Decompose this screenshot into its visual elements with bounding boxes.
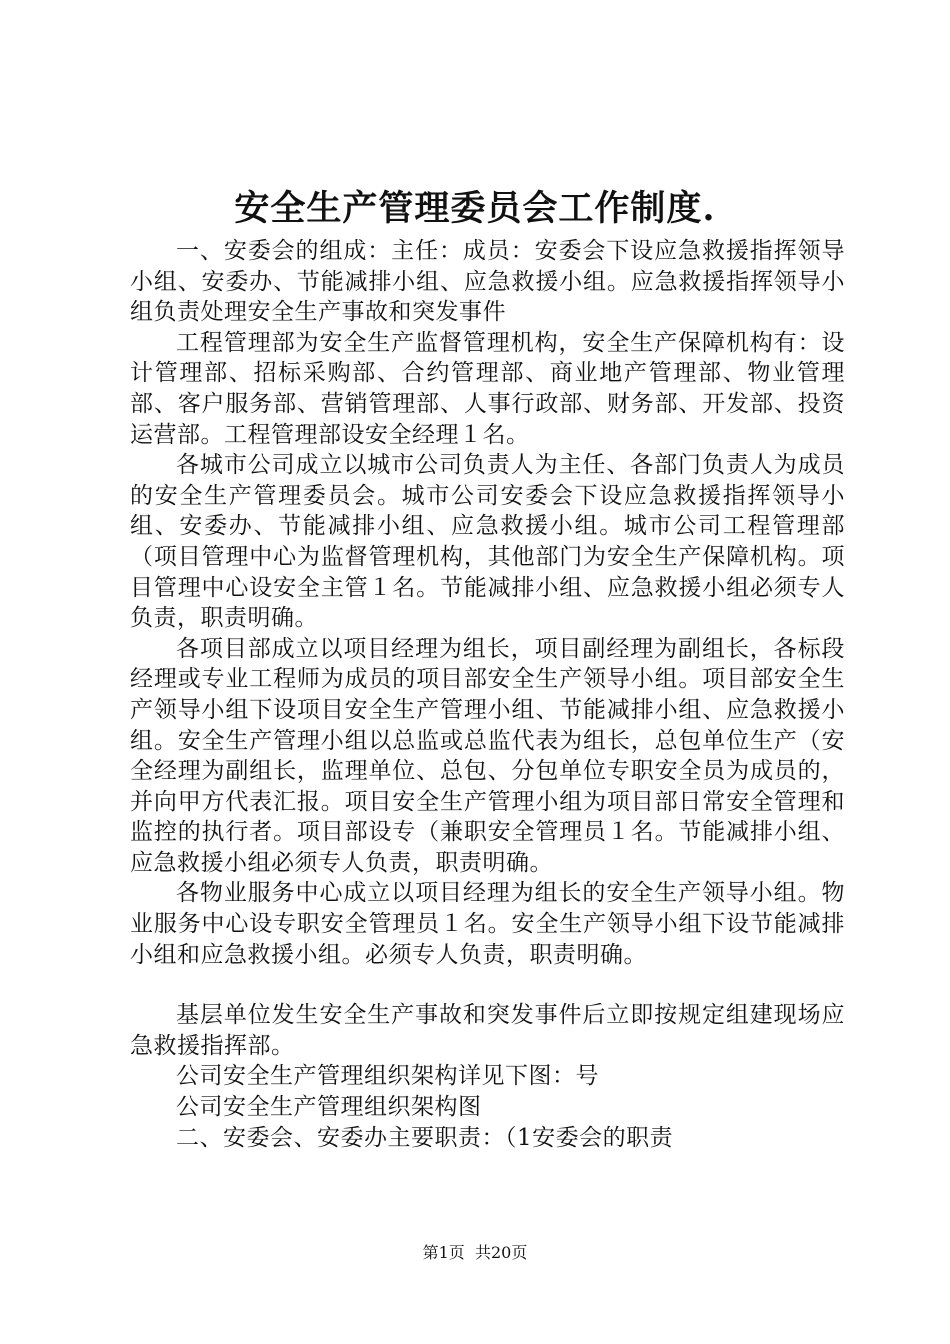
document-title: 安全生产管理委员会工作制度. [234, 188, 716, 229]
paragraph-field-emergency-command: 基层单位发生安全生产事故和突发事件后立即按规定组建现场应急救援指挥部。 [130, 1002, 845, 1059]
page-footer [0, 1243, 950, 1263]
paragraph-org-structure-chart-title: 公司安全生产管理组织架构图 [176, 1094, 482, 1121]
document-body [130, 236, 845, 1153]
paragraph-engineering-department: 工程管理部为安全生产监督管理机构，安全生产保障机构有：设计管理部、招标采购部、合约管理部、商业地产管理部、物业管理部、客户服务部、营销管理部、人事行政部、财务部、开发部、投资运营部。工程管理部设安全经理１名。 [130, 329, 845, 448]
page-number: 第1页 [422, 1243, 465, 1262]
page-total: 共20页 [474, 1243, 528, 1262]
paragraph-committee-composition: 一、安委会的组成：主任：成员：安委会下设应急救援指挥领导小组、安委办、节能减排小组、应急救援小组。应急救援指挥领导小组负责处理安全生产事故和突发事件 [130, 238, 845, 326]
paragraph-property-service-centers: 各物业服务中心成立以项目经理为组长的安全生产领导小组。物业服务中心设专职安全管理员１名。安全生产领导小组下设节能减排小组和应急救援小组。必须专人负责，职责明确。 [130, 880, 845, 968]
paragraph-section-two-heading: 二、安委会、安委办主要职责：（1安委会的职责 [176, 1124, 674, 1151]
paragraph-project-departments: 各项目部成立以项目经理为组长，项目副经理为副组长，各标段经理或专业工程师为成员的项目部安全生产领导小组。项目部安全生产领导小组下设项目安全生产管理小组、节能减排小组、应急救援小组。安全生产管理小组以总监或总监代表为组长，总包单位生产（安全经理为副组长，监理单位、总包、分包单位专职安全员为成员的，并向甲方代表汇报。项目安全生产管理小组为项目部日常安全管理和监控的执行者。项目部设专（兼职安全管理员１名。节能减排小组、应急救援小组必须专人负责，职责明确。 [130, 635, 845, 876]
paragraph-org-structure-reference: 公司安全生产管理组织架构详见下图：号 [176, 1063, 599, 1090]
paragraph-city-companies: 各城市公司成立以城市公司负责人为主任、各部门负责人为成员的安全生产管理委员会。城市公司安委会下设应急救援指挥领导小组、安委办、节能减排小组、应急救援小组。城市公司工程管理部（项目管理中心为监督管理机构，其他部门为安全生产保障机构。项目管理中心设安全主管１名。节能减排小组、应急救援小组必须专人负责，职责明确。 [130, 452, 845, 632]
